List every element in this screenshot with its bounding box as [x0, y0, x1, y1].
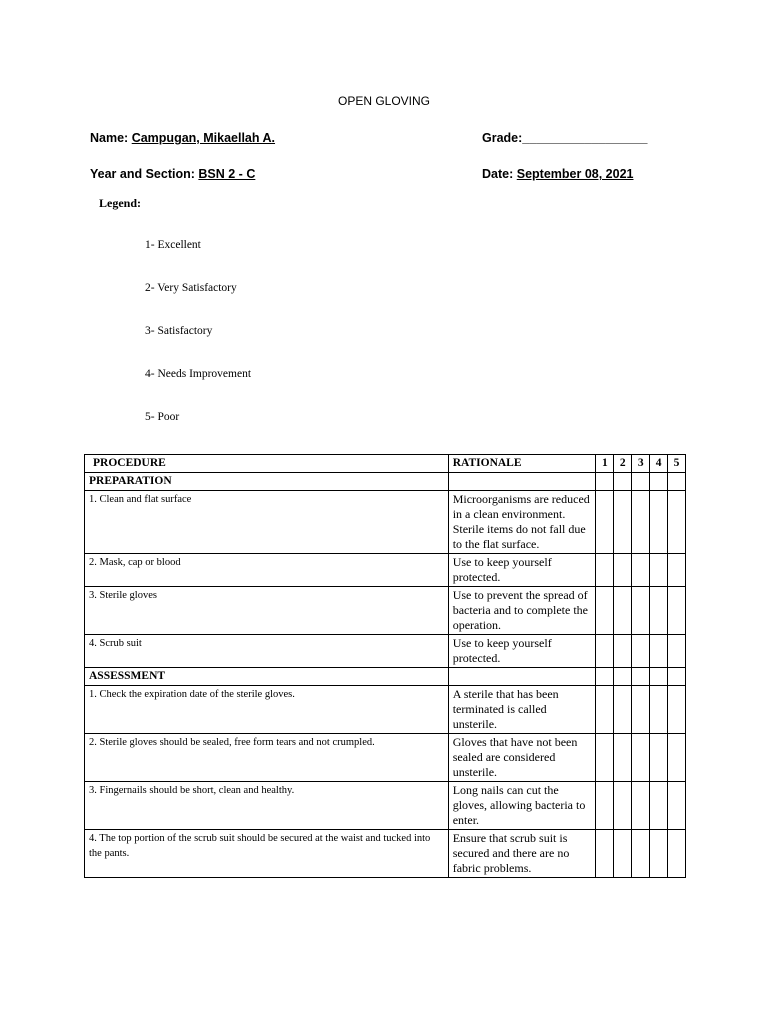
- year-section-label: Year and Section:: [90, 167, 195, 181]
- score-cell[interactable]: [596, 635, 614, 668]
- procedure-cell: 3. Sterile gloves: [85, 587, 449, 635]
- table-row: [85, 587, 686, 635]
- score-cell[interactable]: [596, 734, 614, 782]
- score-cell[interactable]: [668, 635, 686, 668]
- rationale-cell: Ensure that scrub suit is secured and there are no fabric problems.: [448, 830, 596, 878]
- table-header-row: [85, 455, 686, 473]
- score-cell[interactable]: [650, 491, 668, 554]
- score-cell[interactable]: [632, 554, 650, 587]
- rationale-cell: Microorganisms are reduced in a clean environment. Sterile items do not fall due to the flat surface.: [448, 491, 596, 554]
- legend-item: 1- Excellent: [145, 239, 201, 251]
- table-row: [85, 686, 686, 734]
- rubric-table: [84, 454, 686, 878]
- score-cell[interactable]: [668, 782, 686, 830]
- score-cell[interactable]: [614, 734, 632, 782]
- score-cell[interactable]: [668, 554, 686, 587]
- procedure-cell: 1. Check the expiration date of the sterile gloves.: [85, 686, 449, 734]
- score-cell[interactable]: [632, 587, 650, 635]
- header-score-1: 1: [596, 455, 614, 473]
- score-cell[interactable]: [614, 587, 632, 635]
- legend-item: 3- Satisfactory: [145, 325, 213, 337]
- grade-label: Grade:: [482, 131, 523, 145]
- procedure-cell: 3. Fingernails should be short, clean and healthy.: [85, 782, 449, 830]
- rationale-cell: Use to keep yourself protected.: [448, 554, 596, 587]
- table-row: [85, 734, 686, 782]
- score-cell[interactable]: [632, 782, 650, 830]
- score-cell[interactable]: [632, 734, 650, 782]
- score-cell[interactable]: [650, 554, 668, 587]
- table-row: [85, 554, 686, 587]
- score-cell[interactable]: [596, 587, 614, 635]
- score-cell[interactable]: [668, 734, 686, 782]
- legend-item: 2- Very Satisfactory: [145, 282, 237, 294]
- score-cell[interactable]: [650, 587, 668, 635]
- procedure-cell: 4. The top portion of the scrub suit should be secured at the waist and tucked into the pants.: [85, 830, 449, 878]
- page-title: OPEN GLOVING: [337, 94, 431, 108]
- score-cell[interactable]: [632, 491, 650, 554]
- score-cell[interactable]: [614, 830, 632, 878]
- section-row: [85, 668, 686, 686]
- date-field: [482, 167, 634, 181]
- procedure-cell: 2. Sterile gloves should be sealed, free form tears and not crumpled.: [85, 734, 449, 782]
- table-row: [85, 830, 686, 878]
- score-cell[interactable]: [632, 830, 650, 878]
- date-label: Date:: [482, 167, 514, 181]
- score-cell[interactable]: [650, 734, 668, 782]
- rationale-cell: Use to prevent the spread of bacteria and to complete the operation.: [448, 587, 596, 635]
- name-value: Campugan, Mikaellah A.: [131, 131, 276, 145]
- score-cell[interactable]: [668, 587, 686, 635]
- header-rationale: RATIONALE: [448, 455, 596, 473]
- score-cell[interactable]: [596, 782, 614, 830]
- rationale-cell: A sterile that has been terminated is called unsterile.: [448, 686, 596, 734]
- score-cell[interactable]: [650, 782, 668, 830]
- score-cell[interactable]: [668, 830, 686, 878]
- score-cell[interactable]: [632, 635, 650, 668]
- rationale-cell: Use to keep yourself protected.: [448, 635, 596, 668]
- table-row: [85, 782, 686, 830]
- score-cell[interactable]: [614, 686, 632, 734]
- date-value: September 08, 2021: [516, 167, 634, 181]
- score-cell[interactable]: [596, 830, 614, 878]
- score-cell[interactable]: [668, 491, 686, 554]
- name-field: [90, 131, 275, 145]
- score-cell[interactable]: [650, 830, 668, 878]
- legend-title: Legend:: [99, 196, 141, 210]
- header-procedure: PROCEDURE: [85, 455, 449, 473]
- score-cell[interactable]: [650, 686, 668, 734]
- grade-value: __________________: [522, 131, 648, 145]
- header-score-4: 4: [650, 455, 668, 473]
- procedure-cell: 4. Scrub suit: [85, 635, 449, 668]
- score-cell[interactable]: [596, 491, 614, 554]
- table-row: [85, 635, 686, 668]
- score-cell[interactable]: [614, 635, 632, 668]
- score-cell[interactable]: [614, 491, 632, 554]
- year-section-field: [90, 167, 255, 181]
- rationale-cell: Long nails can cut the gloves, allowing bacteria to enter.: [448, 782, 596, 830]
- section-row: [85, 473, 686, 491]
- legend-item: 4- Needs Improvement: [145, 368, 252, 380]
- header-score-3: 3: [632, 455, 650, 473]
- section-title: ASSESSMENT: [85, 668, 449, 686]
- score-cell[interactable]: [614, 782, 632, 830]
- score-cell[interactable]: [596, 554, 614, 587]
- rationale-cell: Gloves that have not been sealed are considered unsterile.: [448, 734, 596, 782]
- table-row: [85, 491, 686, 554]
- section-title: PREPARATION: [85, 473, 449, 491]
- year-section-value: BSN 2 - C: [198, 167, 256, 181]
- score-cell[interactable]: [650, 635, 668, 668]
- score-cell[interactable]: [596, 686, 614, 734]
- procedure-cell: 1. Clean and flat surface: [85, 491, 449, 554]
- header-score-5: 5: [668, 455, 686, 473]
- name-label: Name:: [90, 131, 129, 145]
- score-cell[interactable]: [614, 554, 632, 587]
- procedure-cell: 2. Mask, cap or blood: [85, 554, 449, 587]
- score-cell[interactable]: [632, 686, 650, 734]
- grade-field: [482, 131, 647, 145]
- score-cell[interactable]: [668, 686, 686, 734]
- header-score-2: 2: [614, 455, 632, 473]
- legend-item: 5- Poor: [145, 411, 180, 423]
